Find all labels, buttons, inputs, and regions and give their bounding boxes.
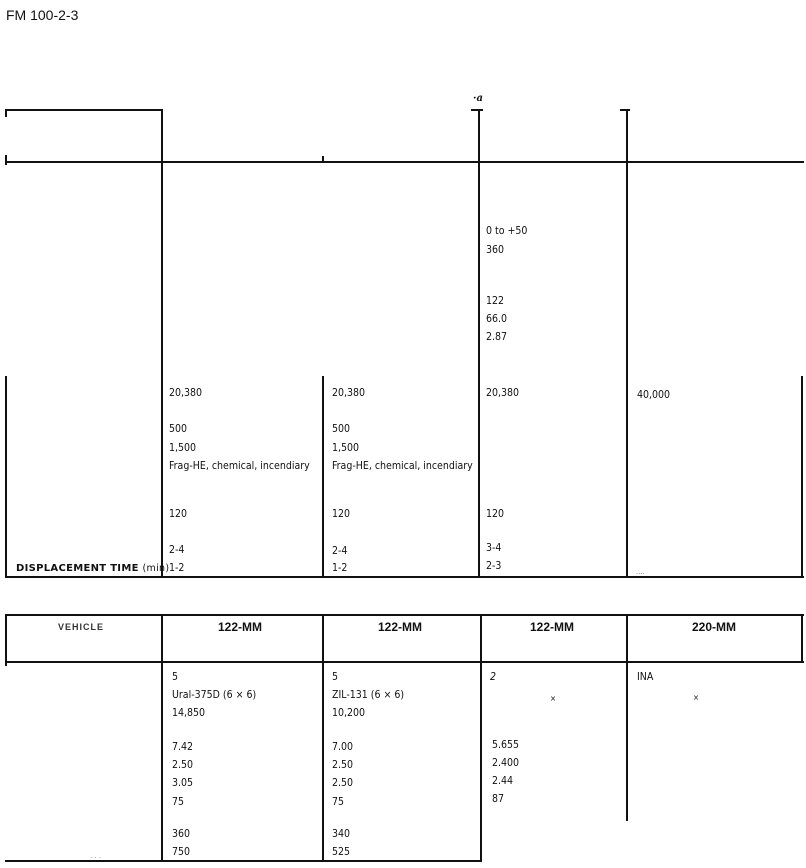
t2-col3-value: 2.400 bbox=[492, 757, 520, 769]
table2-bottom-rule bbox=[5, 860, 481, 862]
vehicle-header-label: VEHICLE bbox=[58, 622, 105, 632]
t1-range-col4: 40,000 bbox=[637, 389, 671, 401]
t2-header-col1: 122-MM bbox=[218, 620, 263, 634]
t1-row24-col1: 2-4 bbox=[169, 544, 185, 556]
table2-top-rule bbox=[5, 614, 804, 616]
t1-col2-value: 500 bbox=[332, 423, 351, 435]
t1-col3-value: 0 to +50 bbox=[486, 225, 528, 237]
table1-divider-1 bbox=[161, 161, 163, 577]
t1-range-col1: 20,380 bbox=[169, 387, 203, 399]
table1-divider-4-top bbox=[626, 109, 628, 163]
table2-divider-1 bbox=[161, 614, 163, 862]
t1-col3-value: 2.87 bbox=[486, 331, 508, 343]
table2-left-tick bbox=[5, 656, 7, 666]
t2-col2-value: 10,200 bbox=[332, 707, 366, 719]
t2-col2-value: 2.50 bbox=[332, 759, 354, 771]
table2-divider-3 bbox=[480, 614, 482, 862]
t2-col3-value: 2 bbox=[490, 671, 497, 683]
t2-col1-value: 3.05 bbox=[172, 777, 194, 789]
t1-range-col2: 20,380 bbox=[332, 387, 366, 399]
t1-row120-col1: 120 bbox=[169, 508, 188, 520]
table1-divider-3 bbox=[478, 161, 480, 577]
t2-col2-value: 7.00 bbox=[332, 741, 354, 753]
t1-range-col3: 20,380 bbox=[486, 387, 520, 399]
t2-col1-value: 7.42 bbox=[172, 741, 194, 753]
t1-row24-col2: 2-4 bbox=[332, 545, 348, 557]
table1-left-border bbox=[5, 376, 7, 577]
table1-right-border bbox=[801, 376, 803, 577]
table1-bottom-rule bbox=[5, 576, 804, 578]
table1-mid-tick bbox=[322, 156, 324, 163]
t2-col3-value: 2.44 bbox=[492, 775, 514, 787]
t1-displacement-col1: 1-2 bbox=[169, 562, 185, 574]
t1-row120-col3: 120 bbox=[486, 508, 505, 520]
table1-top-rule-left bbox=[5, 109, 163, 111]
t2-col1-value: 75 bbox=[172, 796, 185, 808]
t1-col3-value: 66.0 bbox=[486, 313, 508, 325]
t2-col3-mark: × bbox=[550, 694, 557, 703]
displacement-time-unit: (min) bbox=[142, 563, 170, 574]
t1-col4-dots: .... bbox=[636, 567, 645, 576]
t2-col1-value: 2.50 bbox=[172, 759, 194, 771]
t2-header-col4: 220-MM bbox=[692, 620, 737, 634]
t1-col3-value: 360 bbox=[486, 244, 505, 256]
page-header: FM 100-2-3 bbox=[6, 7, 79, 23]
t1-col3-value: 122 bbox=[486, 295, 505, 307]
t1-col1-value: 1,500 bbox=[169, 442, 197, 454]
table1-header-rule bbox=[5, 161, 804, 163]
table2-left-border bbox=[5, 614, 7, 662]
table1-divider-2 bbox=[322, 376, 324, 577]
table2-divider-2 bbox=[322, 614, 324, 862]
table1-divider-3-top bbox=[478, 109, 480, 163]
table1-divider-1-top bbox=[161, 109, 163, 163]
t2-col4-mark: × bbox=[693, 693, 700, 702]
t2-col1-value: 750 bbox=[172, 846, 191, 858]
t2-col3-value: 5.655 bbox=[492, 739, 520, 751]
table2-right-border bbox=[801, 614, 803, 662]
t2-col2-value: ZIL-131 (6 × 6) bbox=[332, 689, 405, 701]
t1-col2-value: 1,500 bbox=[332, 442, 360, 454]
t2-col3-value: 87 bbox=[492, 793, 505, 805]
t1-col2-value: Frag-HE, chemical, incendiary bbox=[332, 460, 473, 472]
t1-row24-col3: 3-4 bbox=[486, 542, 502, 554]
t2-col1-value: 360 bbox=[172, 828, 191, 840]
table1-top-rule-right bbox=[620, 109, 630, 111]
t2-col4-value: INA bbox=[637, 671, 654, 683]
displacement-time-label bbox=[16, 563, 169, 574]
table2-header-rule bbox=[5, 661, 804, 663]
t2-col1-value: Ural-375D (6 × 6) bbox=[172, 689, 257, 701]
t1-col1-value: 500 bbox=[169, 423, 188, 435]
t2-col1-value: 14,850 bbox=[172, 707, 206, 719]
t2-header-col3: 122-MM bbox=[530, 620, 575, 634]
table1-top-rule-mid bbox=[471, 109, 483, 111]
t1-row120-col2: 120 bbox=[332, 508, 351, 520]
table2-divider-4 bbox=[626, 614, 628, 821]
t2-col2-value: 2.50 bbox=[332, 777, 354, 789]
table1-left-tick bbox=[5, 155, 7, 165]
t2-col1-value: 5 bbox=[172, 671, 179, 683]
t1-displacement-col3: 2-3 bbox=[486, 560, 502, 572]
t1-col1-value: Frag-HE, chemical, incendiary bbox=[169, 460, 310, 472]
t2-col2-value: 340 bbox=[332, 828, 351, 840]
t2-col2-value: 75 bbox=[332, 796, 345, 808]
t2-bottom-left-dots: . . . bbox=[90, 851, 102, 860]
t2-header-col2: 122-MM bbox=[378, 620, 423, 634]
t1-displacement-col2: 1-2 bbox=[332, 562, 348, 574]
table1-tick bbox=[5, 109, 7, 117]
t2-col2-value: 525 bbox=[332, 846, 351, 858]
displacement-time-text: DISPLACEMENT TIME bbox=[16, 563, 139, 574]
footnote-marker: ·a bbox=[473, 93, 483, 104]
t2-col2-value: 5 bbox=[332, 671, 339, 683]
table1-divider-4 bbox=[626, 161, 628, 577]
